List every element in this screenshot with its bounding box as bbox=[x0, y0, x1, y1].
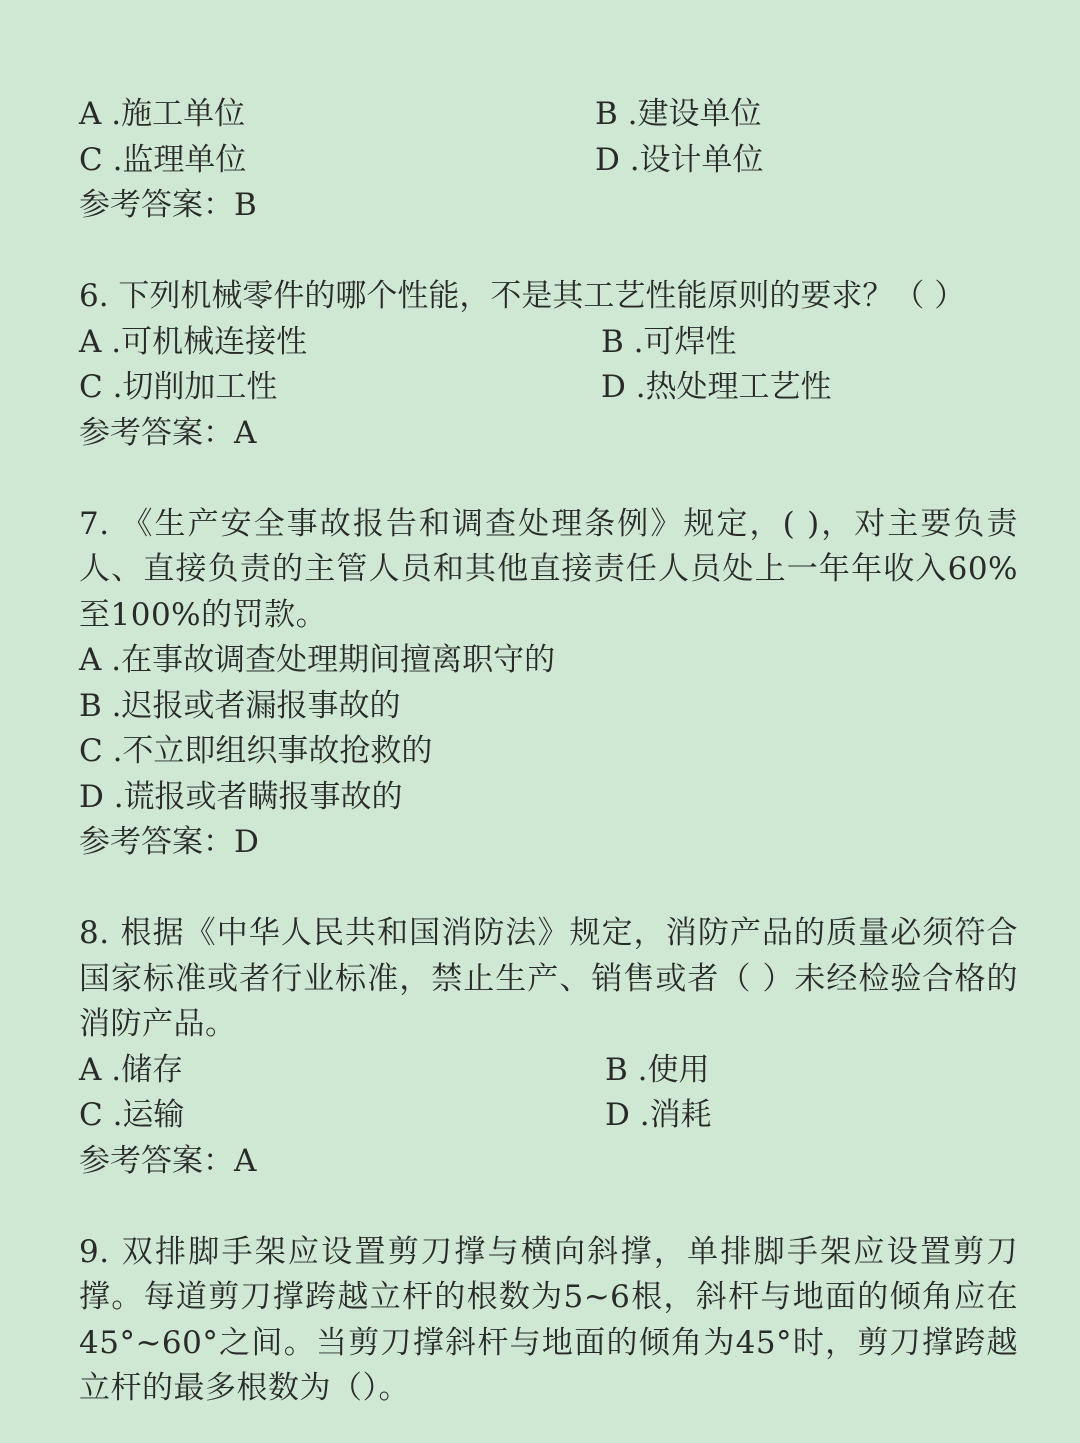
spacer bbox=[79, 229, 1018, 275]
options-row-cd bbox=[79, 365, 1018, 411]
option-b: B .建设单位 bbox=[595, 96, 762, 132]
option-a: A .施工单位 bbox=[79, 96, 246, 132]
options-row-cd bbox=[79, 138, 1018, 184]
answer-line: 参考答案：A bbox=[79, 1142, 257, 1179]
answer-line: 参考答案：A bbox=[79, 414, 257, 451]
question-6 bbox=[79, 274, 1018, 456]
options-row-cd bbox=[79, 1093, 1018, 1139]
option-c: C .运输 bbox=[79, 1097, 185, 1133]
option-d: D .谎报或者瞒报事故的 bbox=[79, 778, 403, 815]
option-b: B .使用 bbox=[605, 1051, 710, 1088]
option-c: C .不立即组织事故抢救的 bbox=[79, 733, 433, 769]
option-b: B .迟报或者漏报事故的 bbox=[79, 687, 401, 724]
option-a: A .可机械连接性 bbox=[79, 323, 308, 360]
option-a: A .储存 bbox=[79, 1051, 184, 1088]
question-8 bbox=[79, 911, 1018, 1184]
option-d: D .消耗 bbox=[605, 1097, 712, 1133]
options-row-ab bbox=[79, 1048, 1018, 1094]
question-stem: 6. 下列机械零件的哪个性能，不是其工艺性能原则的要求？（ ） bbox=[79, 278, 966, 314]
spacer bbox=[79, 866, 1018, 912]
question-stem: 8. 根据《中华人民共和国消防法》规定，消防产品的质量必须符合国家标准或者行业标准，禁止生产、销售或者（ ）未经检验合格的消防产品。 bbox=[79, 915, 1018, 1042]
answer-line: 参考答案：B bbox=[79, 187, 257, 223]
question-stem: 7. 《生产安全事故报告和调查处理条例》规定，( )，对主要负责人、直接负责的主管人员和其他直接责任人员处上一年年收入60%至100%的罚款。 bbox=[79, 505, 1018, 633]
option-c: C .监理单位 bbox=[79, 141, 247, 178]
question-9 bbox=[79, 1230, 1018, 1412]
spacer bbox=[79, 456, 1018, 502]
question-stem: 9. 双排脚手架应设置剪刀撑与横向斜撑，单排脚手架应设置剪刀撑。每道剪刀撑跨越立杆的根数为5~6根，斜杆与地面的倾角应在45°~60°之间。当剪刀撑斜杆与地面的倾角为45°时，剪刀撑跨越立杆的最多根数为（）。 bbox=[79, 1233, 1018, 1406]
option-c: C .切削加工性 bbox=[79, 369, 278, 405]
option-b: B .可焊性 bbox=[601, 323, 737, 360]
option-d: D .设计单位 bbox=[595, 141, 764, 178]
question-7 bbox=[79, 502, 1018, 866]
spacer bbox=[79, 1184, 1018, 1230]
option-d: D .热处理工艺性 bbox=[601, 369, 832, 405]
option-a: A .在事故调查处理期间擅离职守的 bbox=[79, 642, 556, 678]
question-5 bbox=[79, 92, 1018, 229]
options-row-ab bbox=[79, 320, 1018, 366]
options-row-ab bbox=[79, 92, 1018, 138]
answer-line: 参考答案：D bbox=[79, 824, 259, 860]
